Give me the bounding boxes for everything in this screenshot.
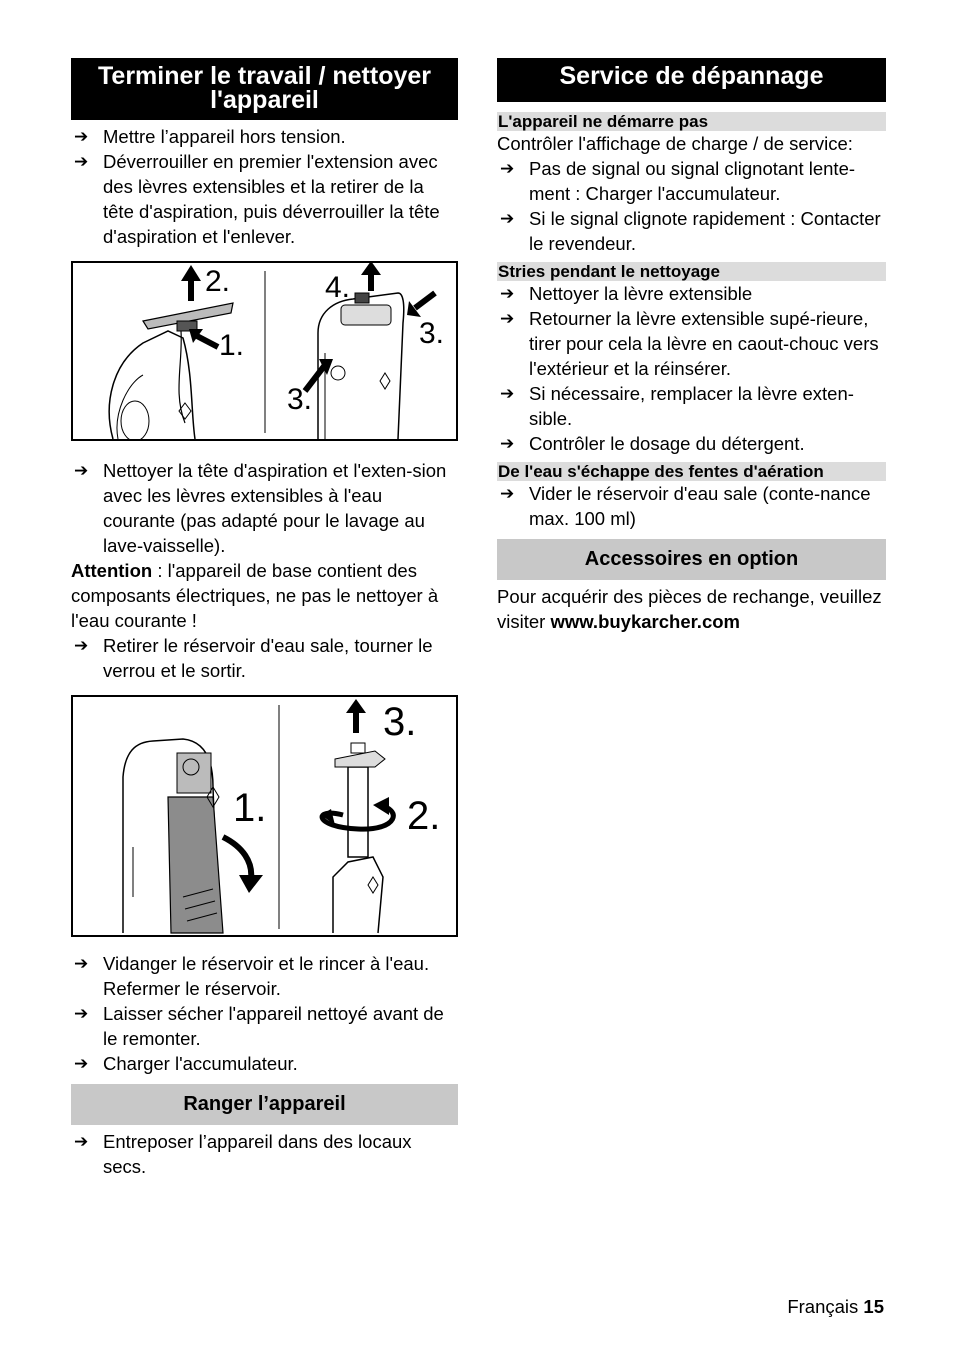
arrow-right-icon: ➔	[74, 152, 89, 171]
steps-list-3	[71, 633, 458, 683]
steps-list-5	[71, 1129, 458, 1179]
step-label: 1.	[219, 329, 245, 362]
page-number: 15	[863, 1296, 884, 1317]
page-footer	[787, 1296, 884, 1318]
accessories-text: Pour acquérir des pièces de rechange, veuillez visiter www.buykarcher.com	[497, 586, 882, 632]
list-item: ➔ Laisser sécher l'appareil nettoyé avant de le remonter.	[74, 1003, 444, 1049]
list-item: ➔ Nettoyer la tête d'aspiration et l'exten-sion avec les lèvres extensibles à l'eau courante (pas adapté pour le lavage au lave-vaisselle).	[74, 460, 447, 556]
arrow-right-icon: ➔	[500, 159, 515, 178]
list-item: ➔ Si nécessaire, remplacer la lèvre exten-sible.	[500, 383, 854, 429]
arrow-right-icon: ➔	[74, 636, 89, 655]
sub1-intro: Contrôler l'affichage de charge / de service:	[497, 133, 853, 154]
arrow-right-icon: ➔	[74, 461, 89, 480]
nozzle-illustration	[73, 263, 456, 439]
sub2-list	[497, 281, 886, 456]
list-item: ➔ Si le signal clignote rapidement : Contacter le revendeur.	[500, 208, 881, 254]
subheading-water-leak: De l'eau s'échappe des fentes d'aération	[497, 462, 886, 481]
figure-remove-tank	[71, 695, 458, 937]
list-item: ➔ Vider le réservoir d'eau sale (conte-nance max. 100 ml)	[500, 483, 871, 529]
list-item: ➔ Vidanger le réservoir et le rincer à l'eau. Refermer le réservoir.	[74, 953, 430, 999]
step-label: 3.	[383, 700, 417, 744]
arrow-right-icon: ➔	[74, 1132, 89, 1151]
step-label: 1.	[233, 786, 267, 830]
arrow-right-icon: ➔	[500, 284, 515, 303]
sub1-list	[497, 156, 886, 256]
arrow-right-icon: ➔	[500, 434, 515, 453]
list-item: ➔ Charger l'accumulateur.	[74, 1053, 298, 1074]
attention-note: Attention : l'appareil de base contient des composants électriques, ne pas le nettoyer à l'eau courante !	[71, 560, 439, 631]
sub3-list	[497, 481, 886, 531]
step-label: 2.	[205, 265, 231, 298]
list-item: ➔ Pas de signal ou signal clignotant lente-ment : Charger l'accumulateur.	[500, 158, 856, 204]
attention-label: Attention	[71, 560, 153, 581]
left-column	[71, 58, 458, 1179]
arrow-right-icon: ➔	[500, 209, 515, 228]
steps-list-2	[71, 458, 458, 558]
step-label: 3.	[419, 317, 445, 350]
arrow-right-icon: ➔	[500, 309, 515, 328]
list-item: ➔ Mettre l’appareil hors tension.	[74, 126, 346, 147]
section-heading-troubleshooting: Service de dépannage	[497, 58, 886, 102]
arrow-right-icon: ➔	[74, 954, 89, 973]
arrow-right-icon: ➔	[500, 484, 515, 503]
subheading-does-not-start: L'appareil ne démarre pas	[497, 112, 886, 131]
figure-remove-nozzle	[71, 261, 458, 441]
step-label: 4.	[325, 271, 351, 304]
right-column	[497, 58, 886, 634]
list-item: ➔ Nettoyer la lèvre extensible	[500, 283, 753, 304]
arrow-right-icon: ➔	[74, 1004, 89, 1023]
section-heading-store: Ranger l’appareil	[71, 1084, 458, 1125]
list-item: ➔ Entreposer l’appareil dans des locaux secs.	[74, 1131, 412, 1177]
section-heading-finish-work: Terminer le travail / nettoyer l'appareil	[71, 58, 458, 120]
steps-list-4	[71, 951, 458, 1076]
section-heading-accessories: Accessoires en option	[497, 539, 886, 580]
list-item: ➔ Contrôler le dosage du détergent.	[500, 433, 805, 454]
arrow-right-icon: ➔	[74, 1054, 89, 1073]
tank-illustration	[73, 697, 456, 935]
arrow-right-icon: ➔	[74, 127, 89, 146]
step-label: 3.	[287, 383, 313, 416]
arrow-right-icon: ➔	[500, 384, 515, 403]
steps-list-1	[71, 124, 458, 249]
buykarcher-link[interactable]: www.buykarcher.com	[550, 611, 740, 632]
subheading-streaks: Stries pendant le nettoyage	[497, 262, 886, 281]
list-item: ➔ Retirer le réservoir d'eau sale, tourner le verrou et le sortir.	[74, 635, 433, 681]
list-item: ➔ Déverrouiller en premier l'extension avec des lèvres extensibles et la retirer de la tête d'aspiration, puis déverrouiller la tête d'aspiration et l'enlever.	[74, 151, 440, 247]
list-item: ➔ Retourner la lèvre extensible supé-rieure, tirer pour cela la lèvre en caout-chouc vers l'extérieur et la réinsérer.	[500, 308, 879, 379]
footer-language: Français	[787, 1296, 859, 1317]
step-label: 2.	[407, 794, 441, 838]
